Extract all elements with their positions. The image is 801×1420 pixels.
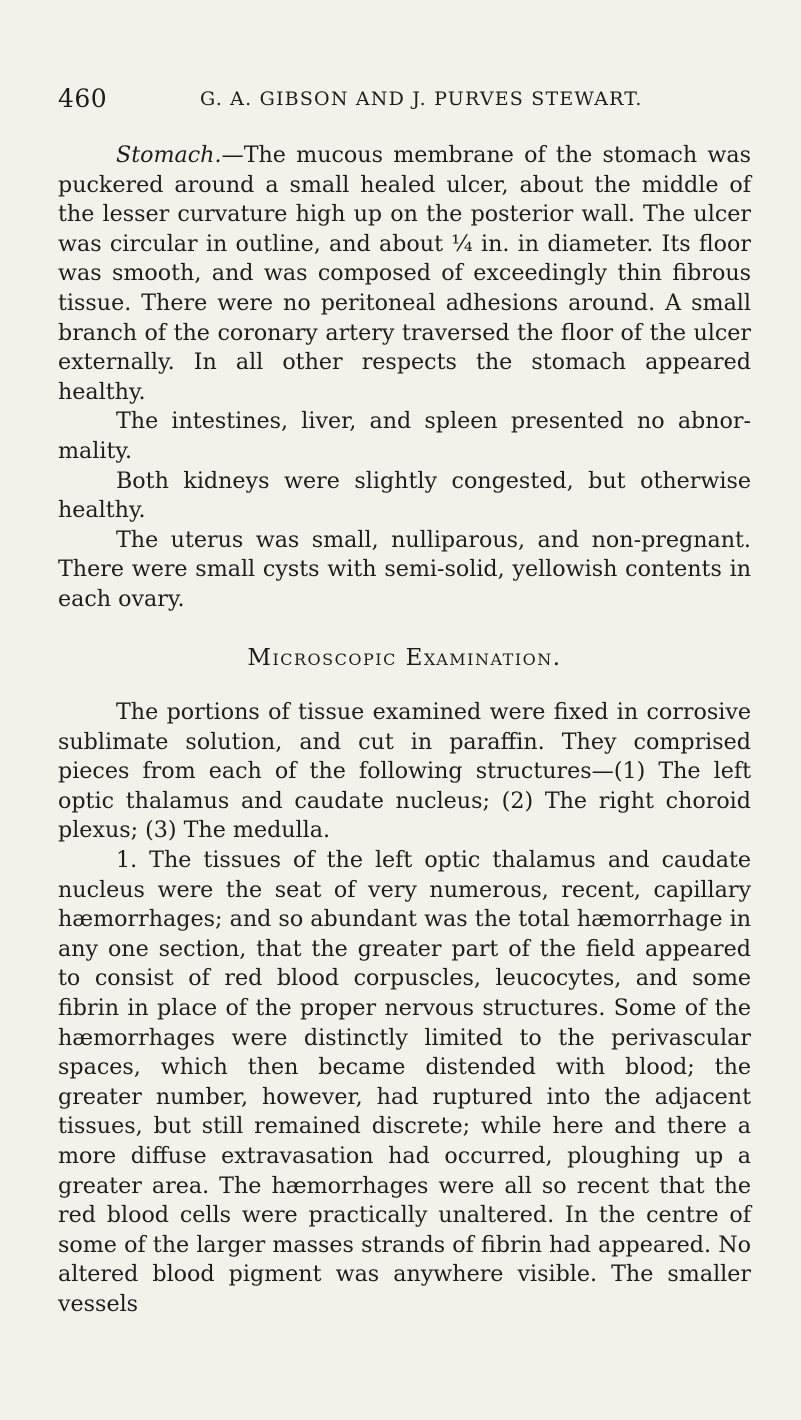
paragraph-uterus: The uterus was small, nulliparous, and non-pregnant. There were small cysts with semi-solid, yellowish contents in each ovary. [58,526,751,612]
running-head: G. A. GIBSON AND J. PURVES STEWART. [200,88,643,110]
paragraph-tissue-portions: The portions of tissue examined were fixed in corrosive sublimate solution, and cut in paraffin. They comprised pieces from each of the following structures—(1) The left optic thalamus and caudate nucleus; (2) The right choroid plexus; (3) The medulla. [58,699,751,844]
body-text [58,141,751,1320]
page-header [58,84,751,124]
paragraph-intestines: The intestines, liver, and spleen presented no abnor-mality. [58,408,751,464]
paragraph-thalamus-findings: 1. The tissues of the left optic thalamus and caudate nucleus were the seat of very numerous, recent, capillary hæmorrhages; and so abundant was the total hæmorrhage in any one section, that the greater part of the field appeared to consist of red blood corpuscles, leucocytes, and some fibrin in place of the proper nervous structures. Some of the hæmorrhages were distinctly limited to the perivascular spaces, which then became distended with blood; the greater number, however, had ruptured into the adjacent tissues, but still remained discrete; while here and there a more diffuse extravasation had occurred, ploughing up a greater area. The hæmorrhages were all so recent that the red blood cells were practically unaltered. In the centre of some of the larger masses strands of fibrin had appeared. No altered blood pigment was anywhere visible. The smaller vessels [58,847,751,1317]
page-number: 460 [58,84,108,113]
section-heading: Microscopic Examination. [247,644,562,671]
paragraph-stomach [58,141,751,407]
paragraph-label-stomach: Stomach. [116,142,222,168]
paragraph-stomach-text: —The mucous membrane of the stomach was puckered around a small healed ulcer, about the middle of the lesser curvature high up on the posterior wall. The ulcer was circular in outline, and about ¼ in. in diameter. Its floor was smooth, and was composed of exceedingly thin fibrous tissue. There were no peritoneal adhesions around. A small branch of the coronary artery traversed the floor of the ulcer externally. In all other respects the stomach appeared healthy. [58,142,751,405]
paragraph-kidneys: Both kidneys were slightly congested, but otherwise healthy. [58,467,751,524]
